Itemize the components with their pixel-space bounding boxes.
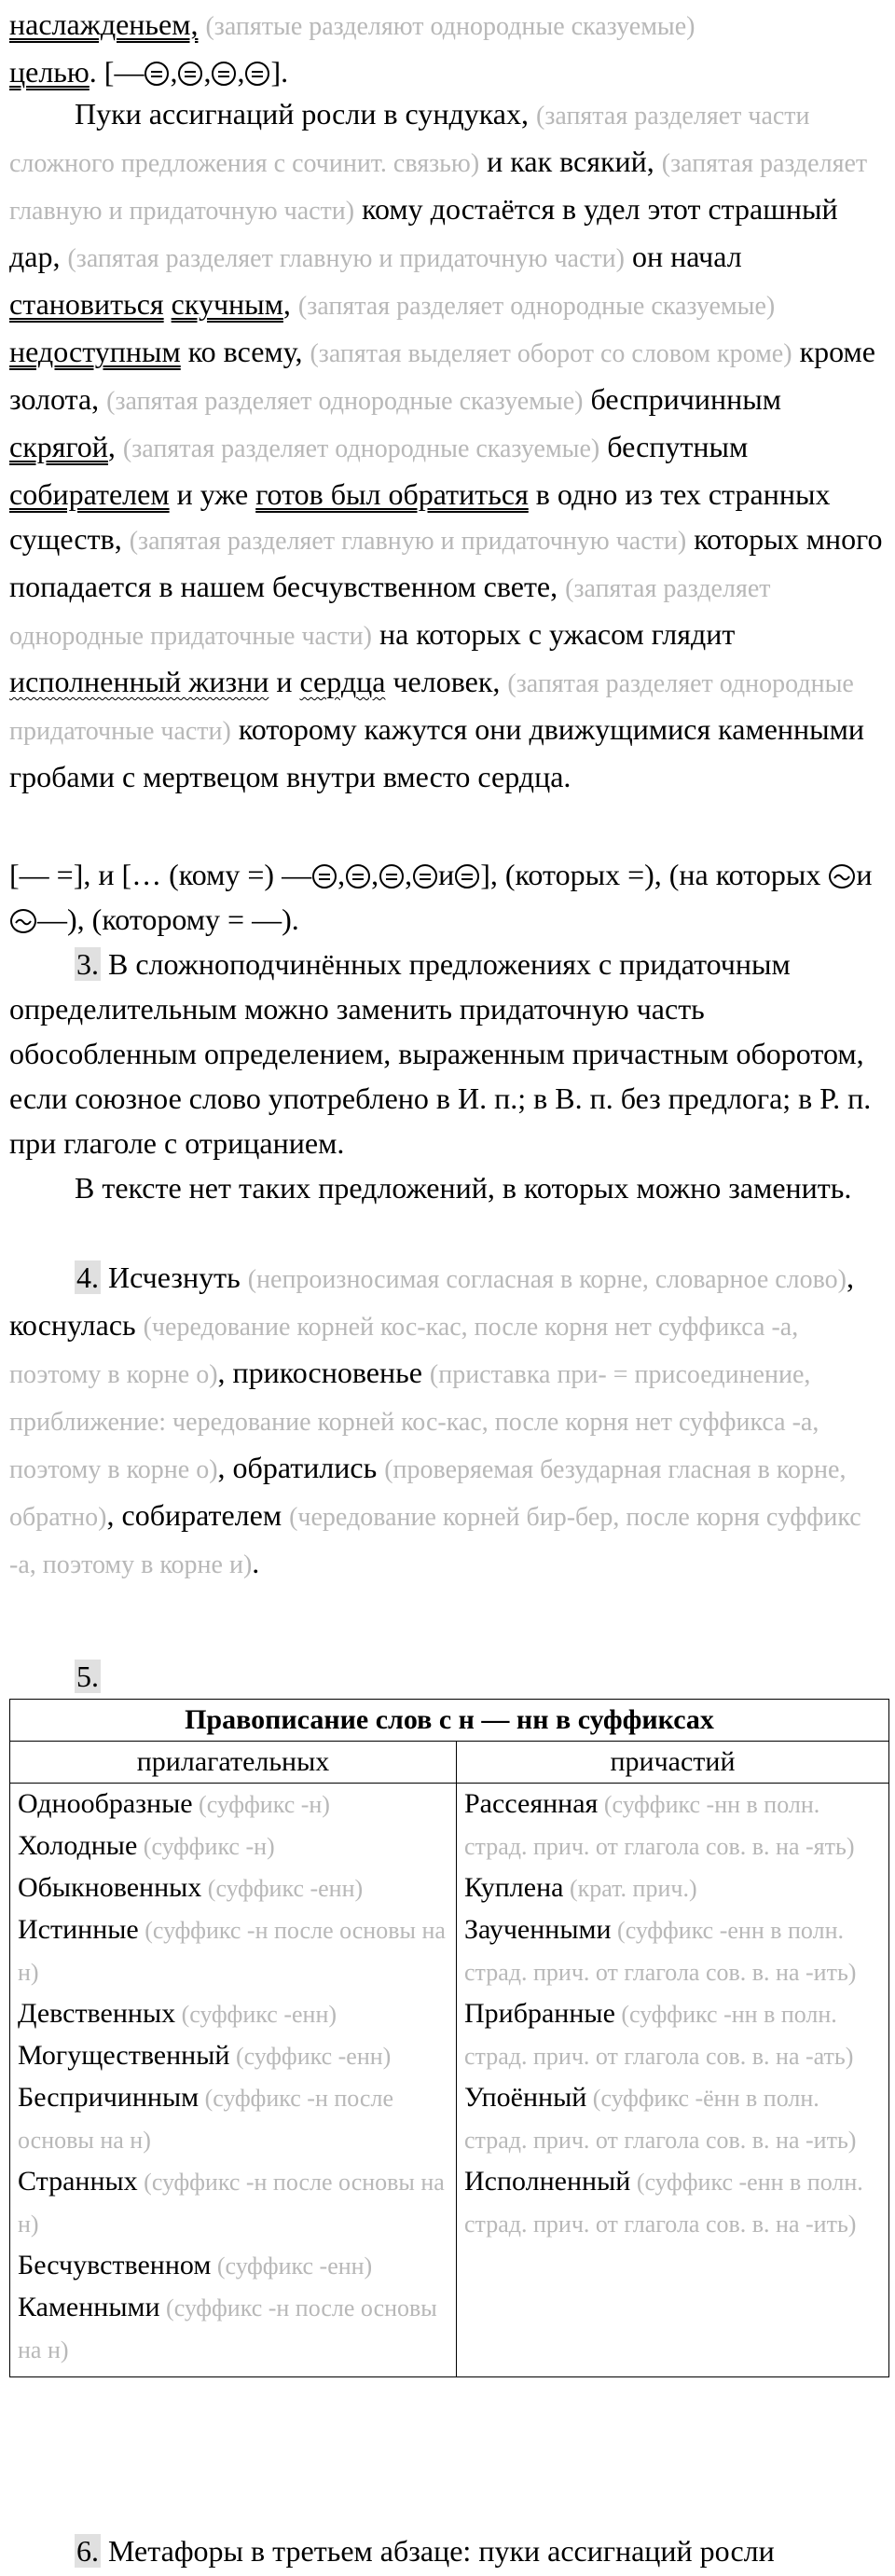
answer-text: В тексте нет таких предложений, в которых можно заменить.	[75, 1171, 852, 1205]
sentence-text: в одно из тех странных существ,	[9, 477, 831, 556]
circle-wave-icon	[829, 864, 855, 889]
entry-note: (суффикс -н после основы на н)	[18, 1917, 446, 1986]
sentence-text: и уже	[176, 477, 249, 511]
gray-note: (запятая разделяет главную и придаточную части)	[9, 149, 868, 226]
item-number: 4.	[76, 1260, 99, 1294]
item-number: 6.	[76, 2534, 99, 2568]
modifier-word: сердца	[299, 665, 386, 698]
table-entry	[18, 2245, 448, 2287]
answer-text: В сложноподчинённых предложениях с придаточным определительным можно заменить придаточную часть обособленным определением, выраженным причастным оборотом, если союзное слово употреблено в И. п.; в В. п. без предлога; в Р. п. при глаголе с отрицанием.	[9, 947, 872, 1160]
punctuation: ,	[282, 287, 291, 321]
scheme-text: ], (которых =), (на которых	[480, 858, 821, 891]
entry-word: Куплена	[464, 1872, 564, 1903]
circle-equal-icon	[379, 864, 404, 889]
table-entry	[18, 2287, 448, 2371]
table-entry	[18, 2161, 448, 2245]
entry-word: Упоённый	[464, 2082, 587, 2113]
analyzed-word: , коснулась	[9, 1260, 855, 1342]
entry-note: (суффикс -енн в полн. страд. прич. от глагола сов. в. на -ить)	[464, 1917, 857, 1986]
table-entry	[18, 1784, 448, 1825]
adjectives-cell	[10, 1784, 457, 2377]
sentence-text: кроме золота,	[9, 335, 875, 416]
gray-note: (запятая разделяет однородные сказуемые)	[122, 434, 600, 463]
item-number: 5.	[76, 1660, 99, 1693]
punctuation: .	[252, 1546, 260, 1579]
scheme-text: и	[856, 858, 873, 891]
entry-word: Беспричинным	[18, 2082, 200, 2113]
sentence-scheme: [— =], и [… (кому =) — , , , и ], (которых =), (на которых и —), (которому = —).	[9, 858, 873, 936]
analyzed-word: , собирателем	[106, 1498, 282, 1532]
spelling-table	[9, 1699, 889, 2377]
circle-equal-icon	[413, 864, 437, 889]
entry-note: (крат. прич.)	[563, 1875, 697, 1902]
gray-note: (чередование корней кос-кас, после корня нет суффикса -а, поэтому в корне о)	[9, 1313, 799, 1389]
entry-word: Прибранные	[464, 1998, 615, 2029]
entry-note: (суффикс -н)	[192, 1791, 330, 1818]
entry-word: Рассеянная	[464, 1788, 599, 1819]
table-entry	[464, 1784, 881, 1867]
entry-note: (суффикс -н после основы на н)	[18, 2169, 445, 2238]
circle-wave-icon	[10, 909, 36, 933]
table-title: Правописание слов с н — нн в суффиксах	[10, 1700, 889, 1742]
answer-6	[9, 2528, 886, 2573]
table-entry	[18, 1867, 448, 1909]
table-entry	[464, 1909, 881, 1993]
entry-note: (суффикс -енн)	[211, 2252, 373, 2280]
predicate-word: становиться	[9, 287, 164, 321]
gray-note: (запятая разделяет однородные придаточные части)	[9, 574, 771, 651]
circle-equal-icon	[145, 62, 169, 86]
analyzed-word: Исчезнуть	[108, 1260, 241, 1294]
table-entry	[18, 1909, 448, 1993]
entry-word: Истинные	[18, 1914, 139, 1945]
answer-3	[9, 942, 886, 1210]
circle-equal-icon	[245, 62, 269, 86]
table-entry	[464, 1867, 881, 1909]
entry-word: Однообразные	[18, 1788, 193, 1819]
entry-note: (суффикс -енн)	[229, 2043, 392, 2070]
gray-note: (запятая разделяет главную и придаточную части)	[129, 527, 687, 556]
participles-cell	[457, 1784, 889, 2377]
entry-word: Могущественный	[18, 2040, 230, 2071]
entry-word: Исполненный	[464, 2166, 631, 2197]
entry-word: Бесчувственном	[18, 2250, 212, 2280]
table-entry	[18, 1993, 448, 2035]
circle-equal-icon	[346, 864, 370, 889]
entry-word: Холодные	[18, 1830, 138, 1861]
entry-word: Каменными	[18, 2292, 160, 2322]
gray-note: (проверяемая безударная гласная в корне, обратно)	[9, 1455, 847, 1532]
sentence-text: он начал	[631, 240, 742, 273]
predicate-word: недоступным	[9, 335, 181, 368]
sentence-text: беспутным	[607, 430, 749, 463]
gray-note: (запятые разделяют однородные сказуемые)	[205, 12, 695, 41]
gray-note: (приставка при- = присоединение, приближение: чередование корней кос-кас, после корня нет суффикса -а, поэтому в корне о)	[9, 1360, 819, 1484]
sentence-text: человек,	[392, 665, 501, 698]
table-entry	[18, 1825, 448, 1867]
gray-note: (чередование корней бир-бер, после корня суффикс -а, поэтому в корне и)	[9, 1503, 861, 1579]
sentence-text: которых много попадается в нашем бесчувственном свете,	[9, 522, 883, 603]
underlined-word: целью	[9, 55, 90, 89]
top-fragment: наслажденьем, (запятые разделяют однородные сказуемые) целью. [— , , , ].	[9, 7, 695, 89]
answer-4	[9, 1255, 886, 1588]
scheme-text: —), (которому = —).	[37, 902, 299, 936]
gray-note: (запятая разделяет главную и придаточную части)	[67, 244, 625, 273]
entry-word: Обыкновенных	[18, 1872, 202, 1903]
underlined-word: наслажденьем,	[9, 7, 199, 41]
circle-equal-icon	[178, 62, 202, 86]
punctuation: ,	[107, 430, 116, 463]
entry-note: (суффикс -енн)	[175, 2001, 337, 2028]
table-entry	[18, 2077, 448, 2161]
item-number: 3.	[76, 947, 99, 981]
gray-note: (запятая разделяет однородные сказуемые)	[106, 387, 584, 416]
entry-word: Девственных	[18, 1998, 176, 2029]
sentence-text: беспричинным	[590, 382, 781, 416]
scheme-text: [— =], и [… (кому =) —	[9, 858, 312, 891]
scheme-text: . [—	[89, 55, 145, 89]
entry-note: (суффикс -енн)	[201, 1875, 364, 1902]
column-header-participles: причастий	[457, 1742, 889, 1784]
entry-note: (суффикс -енн в полн. страд. прич. от глагола сов. в. на -ить)	[464, 2169, 863, 2238]
circle-equal-icon	[312, 864, 337, 889]
entry-note: (суффикс -н)	[137, 1833, 275, 1860]
sentence-text: Пуки ассигнаций росли в сундуках,	[75, 97, 529, 131]
circle-equal-icon	[212, 62, 236, 86]
sentence-text: ко всему,	[187, 335, 303, 368]
table-entry	[464, 2077, 881, 2161]
answer-5	[9, 1654, 886, 1699]
entry-note: (суффикс -н после основы на н)	[18, 2294, 437, 2363]
sentence-text: которому кажутся они движущимися каменными гробами с мертвецом внутри вместо сердца.	[9, 712, 865, 793]
gray-note: (запятая разделяет однородные сказуемые)	[297, 292, 776, 321]
table-entry	[18, 2035, 448, 2077]
entry-word: Странных	[18, 2166, 138, 2197]
gray-note: (непроизносимая согласная в корне, словарное слово)	[247, 1265, 847, 1294]
gray-note: (запятая разделяет однородные придаточные части)	[9, 669, 854, 746]
answer-text: Метафоры в третьем абзаце: пуки ассигнаций росли	[108, 2534, 775, 2568]
column-header-adjectives: прилагательных	[10, 1742, 457, 1784]
predicate-word: скрягой	[9, 430, 108, 463]
entry-word: Заученными	[464, 1914, 612, 1945]
analyzed-word: , обратились	[217, 1451, 378, 1484]
sentence-text: и как всякий,	[487, 145, 654, 178]
gray-note: (запятая выделяет оборот со словом кроме)	[310, 339, 792, 368]
predicate-word: готов был обратиться	[255, 477, 529, 511]
analyzed-word: , прикосновенье	[217, 1356, 422, 1389]
paragraph-analysis	[9, 91, 886, 799]
table-entry	[464, 1993, 881, 2077]
sentence-text: и	[276, 665, 293, 698]
modifier-word: исполненный жизни	[9, 665, 269, 698]
sentence-text: на которых с ужасом глядит	[379, 617, 736, 651]
entry-note: (суффикс -н после основы на н)	[18, 2085, 393, 2154]
table-entry	[464, 2161, 881, 2245]
entry-note: (суффикс -нн в полн. страд. прич. от глагола сов. в. на -ать)	[464, 2001, 854, 2070]
gray-note: (запятая разделяет части сложного предложения с сочинит. связью)	[9, 102, 810, 178]
circle-equal-icon	[455, 864, 479, 889]
sentence-text: кому достаётся в удел этот страшный дар,	[9, 192, 838, 273]
predicate-word: собирателем	[9, 477, 170, 511]
entry-note: (суффикс -нн в полн. страд. прич. от глагола сов. в. на -ять)	[464, 1791, 855, 1860]
scheme-text: и	[438, 858, 455, 891]
predicate-word: скучным	[171, 287, 283, 321]
entry-note: (суффикс -ённ в полн. страд. прич. от глагола сов. в. на -ить)	[464, 2085, 857, 2154]
